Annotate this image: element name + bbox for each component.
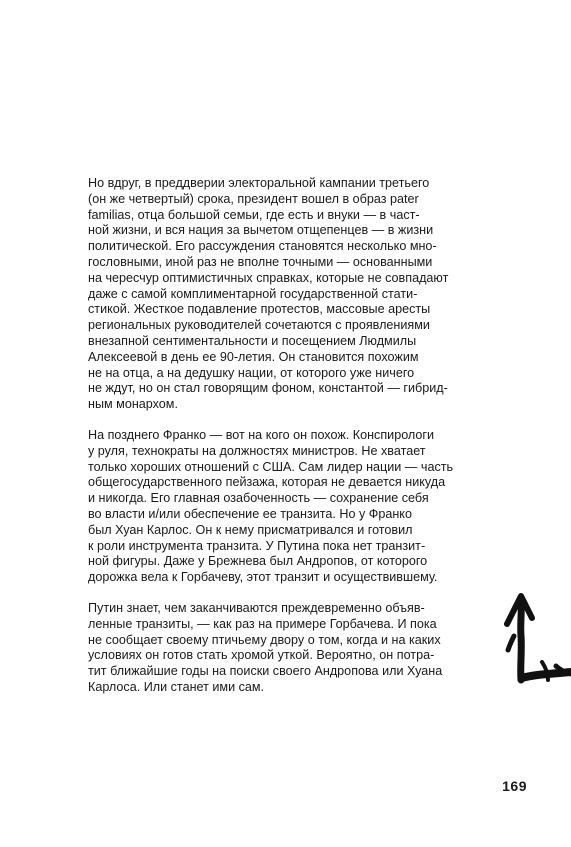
text-line: тит ближайшие годы на поиски своего Андропова или Хуана [88, 664, 443, 679]
text-line: ным монархом. [88, 397, 178, 412]
text-line: Карлоса. Или станет ими сам. [88, 679, 265, 694]
text-line: дорожка вела к Горбачеву, этот транзит и осуществившему. [88, 570, 438, 585]
text-line: у руля, технократы на должностях министров. Не хватает [88, 443, 426, 458]
text-line: ной жизни, и вся нация за вычетом отщепенцев — в жизни [88, 223, 434, 238]
paragraph-2 [88, 428, 488, 586]
text-line: ленные транзиты, — как раз на примере Горбачева. И пока [88, 616, 437, 631]
text-line: не сообщает своему птичьему двору о том, когда и на каких [88, 632, 441, 647]
page-number: 169 [502, 778, 527, 794]
text-line: На позднего Франко — вот на кого он похож. Конспирологи [88, 428, 435, 442]
text-line: политической. Его рассуждения становятся несколько мно- [88, 239, 437, 254]
text-line: внезапной сентиментальности и посещением Людмилы [88, 333, 417, 348]
paragraph-3 [88, 601, 488, 696]
text-line: к роли инструмента транзита. У Путина пока нет транзит- [88, 538, 426, 553]
text-line: не на отца, а на дедушку нации, от которого уже ничего [88, 365, 415, 380]
text-line: (он же четвертый) срока, президент вошел в образ pater [88, 191, 419, 206]
brush-stroke-arrow-icon [502, 588, 571, 688]
text-line: стикой. Жесткое подавление протестов, массовые аресты [88, 302, 431, 317]
text-line: был Хуан Карлос. Он к нему присматривался и готовил [88, 522, 413, 537]
text-line: и никогда. Его главная озабоченность — сохранение себя [88, 491, 429, 506]
text-line: Путин знает, чем заканчиваются преждевременно объяв- [88, 601, 425, 615]
text-line: условиях он готов стать хромой уткой. Вероятно, он потра- [88, 648, 435, 663]
text-line: во власти и/или обеспечение ее транзита. Но у Франко [88, 506, 412, 521]
text-line: общегосударственного пейзажа, которая не девается никуда [88, 475, 446, 490]
text-line: даже с самой комплиментарной государственной стати- [88, 286, 418, 301]
paragraph-1 [88, 176, 488, 413]
text-line: только хороших отношений с США. Сам лидер нации — часть [88, 459, 454, 474]
text-line: региональных руководителей сочетаются с проявлениями [88, 318, 430, 333]
text-line: на чересчур оптимистичных справках, которые не совпадают [88, 270, 449, 285]
text-line: familias, отца большой семьи, где есть и внуки — в част- [88, 207, 420, 222]
text-line: гословными, иной раз не вполне точными — основанными [88, 254, 433, 269]
text-line: не ждут, но он стал говорящим фоном, константой — гибрид- [88, 381, 448, 396]
text-line: Алексеевой в день ее 90-летия. Он становится похожим [88, 349, 419, 364]
text-line: Но вдруг, в преддверии электоральной кампании третьего [88, 176, 430, 190]
text-line: ной фигуры. Даже у Брежнева был Андропов, от которого [88, 554, 428, 569]
